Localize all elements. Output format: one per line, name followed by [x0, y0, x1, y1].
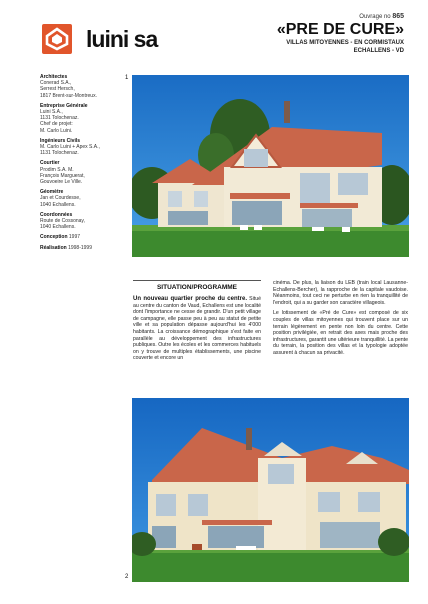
- credit-role: Conception: [40, 234, 68, 241]
- ouvrage-value: 865: [392, 13, 404, 20]
- credit-value: 1997: [68, 234, 81, 241]
- credit-geometre: [40, 189, 124, 208]
- credit-value: 1998-1999: [68, 244, 92, 251]
- credit-entreprise: [40, 103, 124, 134]
- credit-role: Entreprise Générale: [40, 102, 88, 109]
- credit-architectes: [40, 74, 124, 99]
- credit-role: Géomètre: [40, 189, 64, 196]
- lead-sentence: Un nouveau quartier proche du centre.: [133, 296, 247, 302]
- credit-line: Serrest Hersch,: [40, 86, 75, 93]
- ouvrage-label: Ouvrage no: [359, 14, 391, 20]
- credit-ingenieurs: [40, 138, 124, 157]
- subtitle-line-1: VILLAS MITOYENNES - EN CORMISTAUX: [286, 40, 404, 46]
- credit-realisation: [40, 245, 124, 251]
- credit-line: M. Carlo Luini + Apex S.A.,: [40, 144, 100, 151]
- luini-logo-icon: [42, 24, 72, 54]
- credit-line: Luini S.A.,: [40, 109, 63, 116]
- credit-line: Route de Cossonay,: [40, 218, 85, 225]
- paragraph-body: Situé au centre du canton de Vaud, Echallens est une localité dont l'importance ne cesse de grandir. D'un petit village de campagne, elle passe peu à peu au statut de petite ville et sa population dépasse aujourd'hui les 4'000 habitants. La croissance démographique s'est faite en parallèle au développement des infrastructures publiques. Outre les écoles et les commerces habituels on y trouve de multiples établissements, une piscine couverte et encore un: [133, 296, 261, 362]
- luini-logo-mark: [42, 24, 72, 54]
- brand-name: luini sa: [86, 26, 158, 52]
- section-heading: SITUATION/PROGRAMME: [133, 280, 261, 291]
- villas-illustration-1: [132, 75, 409, 257]
- credit-line: Prodim S.A. M.: [40, 166, 74, 173]
- credit-line: 1131 Tolochenaz.: [40, 150, 79, 157]
- credit-coordonnees: [40, 212, 124, 231]
- credit-line: 1040 Echallens.: [40, 201, 76, 208]
- credit-line: 1817 Brent-sur-Montreux.: [40, 92, 97, 99]
- credit-role: Courtier: [40, 160, 60, 167]
- photo-number-1: 1: [125, 75, 129, 81]
- text-column-2: [273, 280, 408, 361]
- credit-line: M. Carlo Luini.: [40, 127, 73, 134]
- villas-illustration-2: [132, 398, 409, 582]
- photo-villas-side: [132, 398, 409, 582]
- credit-line: Gouvoeire Le Ville.: [40, 179, 83, 186]
- subtitle-line-2: ECHALLENS - VD: [353, 48, 404, 54]
- paragraph-1: [133, 296, 261, 362]
- credit-conception: [40, 234, 124, 240]
- credit-role: Architectes: [40, 74, 68, 80]
- credit-role: Coordonnées: [40, 211, 73, 218]
- credit-courtier: [40, 160, 124, 185]
- text-column-1: [133, 296, 261, 366]
- credit-line: Jan et Courdesse,: [40, 195, 81, 202]
- ouvrage-number: [359, 13, 404, 20]
- credit-line: 1040 Echallens.: [40, 224, 76, 231]
- credit-role: Réalisation: [40, 244, 67, 251]
- paragraph-3: Le lotissement de «Pré de Cure» est composé de six couples de villas mitoyennes qui trouvent place sur un terrain légèrement en pente non loin du centre. Cette position privilégiée, en retrait des axes mais proche des infrastructures, garantit une ultérieure tranquillité. La pente du terrain, la position des villas et la typologie adoptée assurent à chacun sa privacité.: [273, 310, 408, 356]
- page-title: «PRE DE CURE»: [276, 21, 404, 38]
- credit-line: Conerad S.A.,: [40, 80, 72, 87]
- credit-line: 1131 Tolochenaz.: [40, 115, 79, 122]
- page-subtitle: [204, 39, 404, 55]
- credit-line: François Marguerat,: [40, 172, 85, 179]
- photo-villas-front: [132, 75, 409, 257]
- photo-number-2: 2: [125, 574, 129, 580]
- credit-role: Ingénieurs Civils: [40, 137, 81, 144]
- credit-line: Chef de projet:: [40, 121, 73, 128]
- paragraph-2: cinéma. De plus, la liaison du LEB (train local Lausanne-Echallens-Bercher), la rapproche de la capitale vaudoise. Néanmoins, tout ceci ne perturbe en rien la tranquillité de l'endroit, qui a su garder son caractère villageois.: [273, 280, 408, 306]
- project-credits: [40, 74, 124, 255]
